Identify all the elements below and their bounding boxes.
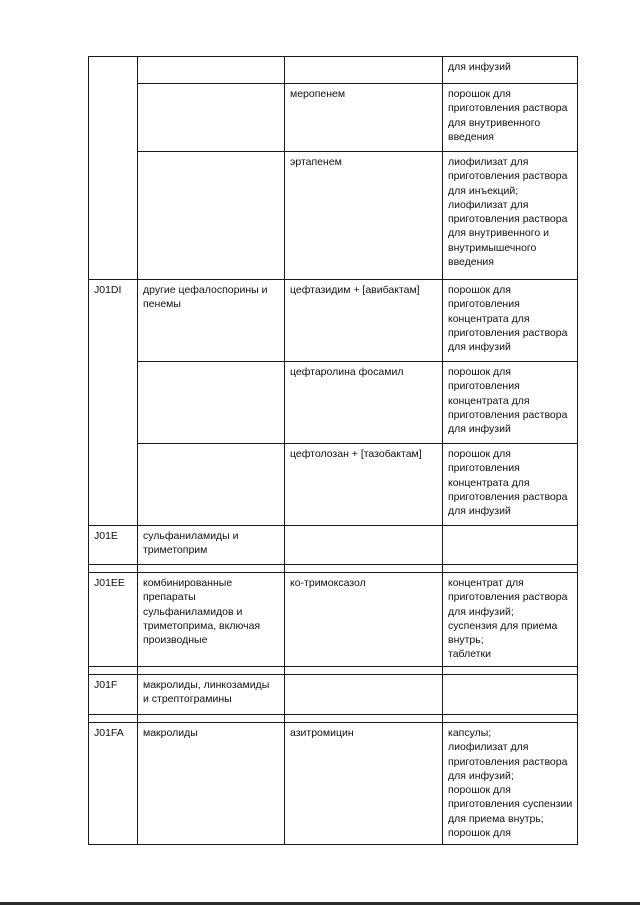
drug-name-cell: меропенем [285,84,443,152]
atc-code-cell: J01FA [89,723,138,845]
table-row [89,444,578,526]
drug-name-cell: азитромицин [285,723,443,845]
table-row [89,723,578,845]
drug-name-cell [285,675,443,715]
table-row [89,84,578,152]
table-row [89,675,578,715]
table-row [89,57,578,84]
row-gap [89,565,578,573]
dosage-form-cell: лиофилизат для приготовления раствора для инъекций; лиофилизат для приготовления раствора для внутривенного и внутримышечного введения [443,152,578,280]
drug-name-cell [285,526,443,565]
group-cell [138,444,285,526]
atc-code-cell [89,444,138,526]
dosage-form-cell: для инфузий [443,57,578,84]
group-cell: макролиды [138,723,285,845]
dosage-form-cell: порошок для приготовления раствора для внутривенного введения [443,84,578,152]
dosage-form-cell: порошок для приготовления концентрата для приготовления раствора для инфузий [443,362,578,444]
atc-code-cell: J01E [89,526,138,565]
atc-code-cell: J01EE [89,573,138,667]
atc-code-cell: J01DI [89,280,138,362]
drug-name-cell: ко-тримоксазол [285,573,443,667]
atc-code-cell [89,84,138,152]
drug-name-cell: цефтаролина фосамил [285,362,443,444]
group-cell: сульфаниламиды и триметоприм [138,526,285,565]
dosage-form-cell: порошок для приготовления концентрата для приготовления раствора для инфузий [443,280,578,362]
row-gap [89,715,578,723]
medication-table [88,56,578,845]
dosage-form-cell: порошок для приготовления концентрата для приготовления раствора для инфузий [443,444,578,526]
group-cell [138,84,285,152]
drug-name-cell [285,57,443,84]
dosage-form-cell: концентрат для приготовления раствора для инфузий; суспензия для приема внутрь; таблетки [443,573,578,667]
row-gap [89,667,578,675]
group-cell: макролиды, линкозамиды и стрептограмины [138,675,285,715]
table-row [89,280,578,362]
drug-name-cell: цефтазидим + [авибактам] [285,280,443,362]
atc-code-cell: J01F [89,675,138,715]
dosage-form-cell [443,675,578,715]
atc-code-cell [89,152,138,280]
group-cell [138,362,285,444]
group-cell: комбинированные препараты сульфаниламидов и триметоприма, включая производные [138,573,285,667]
table-row [89,573,578,667]
table-row [89,152,578,280]
dosage-form-cell [443,526,578,565]
dosage-form-cell: капсулы; лиофилизат для приготовления раствора для инфузий; порошок для приготовления суспензии для приема внутрь; порошок для [443,723,578,845]
group-cell [138,152,285,280]
atc-code-cell [89,362,138,444]
atc-code-cell [89,57,138,84]
group-cell [138,57,285,84]
table-row [89,526,578,565]
table-row [89,362,578,444]
group-cell: другие цефалоспорины и пенемы [138,280,285,362]
drug-name-cell: эртапенем [285,152,443,280]
drug-name-cell: цефтолозан + [тазобактам] [285,444,443,526]
